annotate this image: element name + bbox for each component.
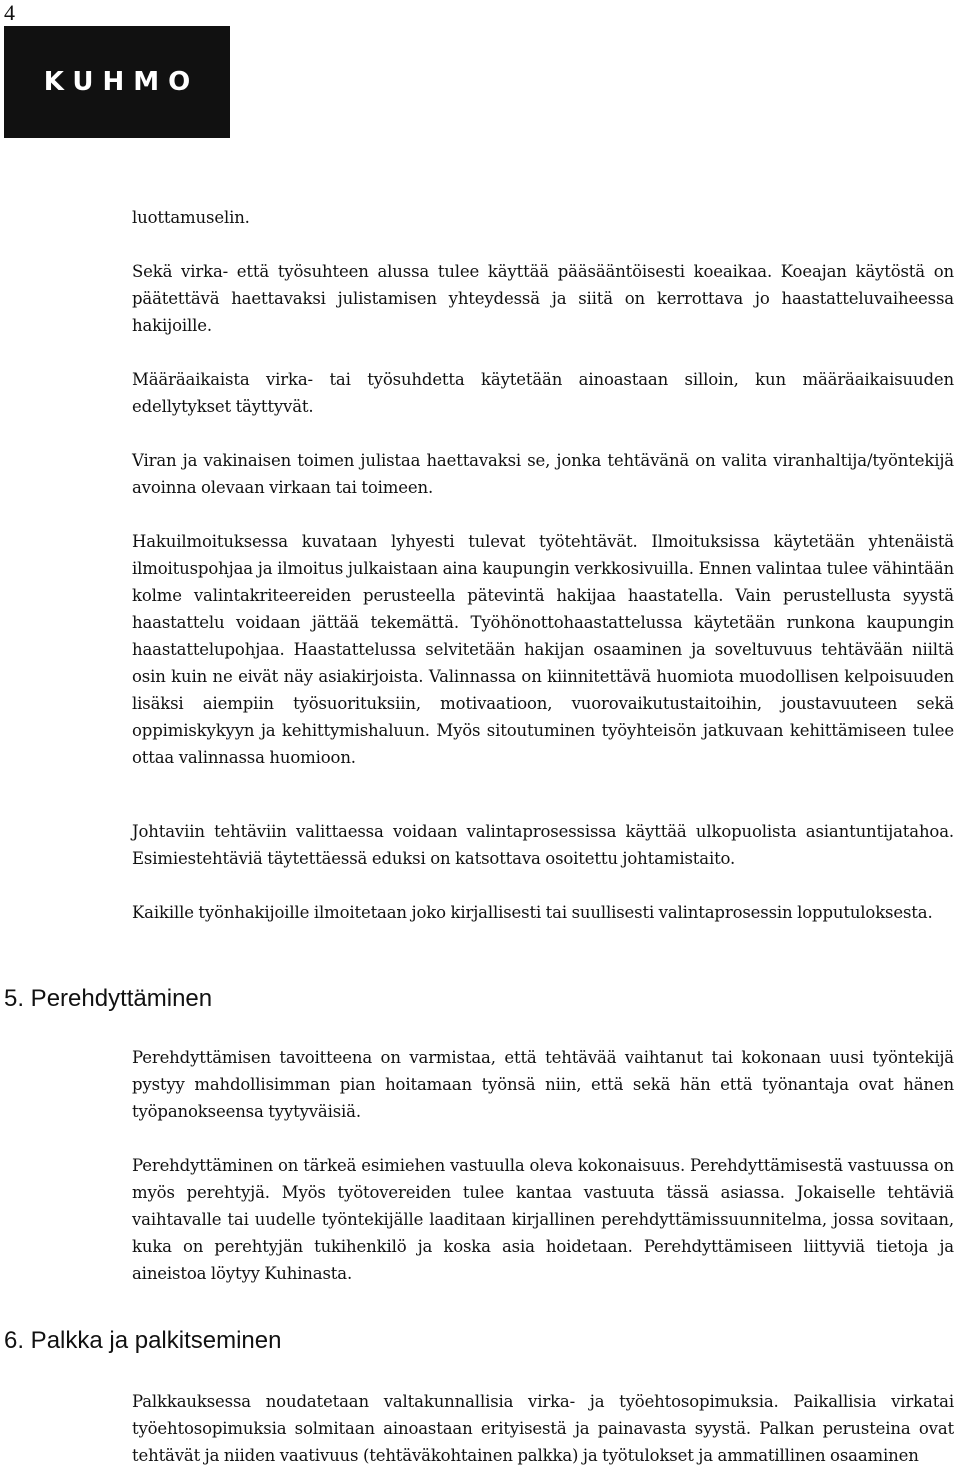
paragraph-orientation-responsibility: Perehdyttäminen on tärkeä esimiehen vastuulla oleva kokonaisuus. Perehdyttämisestä vastuussa on myös perehtyjä. Myös työtovereiden tulee kantaa vastuuta tässä asiassa. Jokaiselle tehtäviä vaihtavalle tai uudelle työntekijälle laaditaan kirjallinen perehdyttämissuunnitelma, jossa sovitaan, kuka on perehtyjän tukihenkilö ja koska asia hoidetaan. Perehdyttämiseen liittyviä tietoja ja aineistoa löytyy Kuhinasta. <box>132 1156 954 1283</box>
paragraph-leadership: Johtaviin tehtäviin valittaessa voidaan valintaprosessissa käyttää ulkopuolista asiantuntijatahoa. Esimiestehtäviä täytettäessä eduksi on katsottava osoitettu johtamistaito. <box>132 822 954 868</box>
paragraph-vacancy: Viran ja vakinaisen toimen julistaa haettavaksi se, jonka tehtävänä on valita viranhaltija/työntekijä avoinna olevaan virkaan tai toimeen. <box>132 451 954 497</box>
paragraph-fixed-term: Määräaikaista virka- tai työsuhdetta käytetään ainoastaan silloin, kun määräaikaisuuden edellytykset täyttyvät. <box>132 370 954 416</box>
page-number: 4 <box>4 0 15 25</box>
paragraph-job-posting: Hakuilmoituksessa kuvataan lyhyesti tulevat työtehtävät. Ilmoituksissa käytetään yhtenäistä ilmoituspohjaa ja ilmoitus julkaistaan aina kaupungin verkkosivuilla. Ennen valintaa tulee vähintään kolme valintakriteereiden perusteella pätevintä hakijaa haastatella. Vain perustellusta syystä haastattelu voidaan jättää tekemättä. Työhönottohaastattelussa käytetään runkona kaupungin haastattelupohjaa. Haastattelussa selvitetään hakijan osaaminen ja soveltuvuus tehtävään niiltä osin kuin ne eivät näy asiakirjoista. Valinnassa on kiinnitettävä huomiota muodollisen kelpoisuuden lisäksi aiempiin työsuorituksiin, motivaatioon, vuorovaikutustaitoihin, joustavuuteen sekä oppimiskykyyn ja kehittymishaluun. Myös sitoutuminen työyhteisön jatkuvaan kehittämiseen tulee ottaa valinnassa huomioon. <box>132 532 954 767</box>
section-heading-orientation: 5. Perehdyttäminen <box>4 985 213 1012</box>
paragraph-orientation-goal: Perehdyttämisen tavoitteena on varmistaa, että tehtävää vaihtanut tai kokonaan uusi työntekijä pystyy mahdollisimman pian hoitamaan työnsä niin, että sekä hän että työnantaja ovat hänen työpanokseensa tyytyväisiä. <box>132 1048 954 1121</box>
section-heading-salary: 6. Palkka ja palkitseminen <box>4 1327 282 1354</box>
kuhmo-logo <box>4 26 230 138</box>
paragraph-probation: Sekä virka- että työsuhteen alussa tulee käyttää pääsääntöisesti koeaikaa. Koeajan käytöstä on päätettävä haettavaksi julistamisen yhteydessä ja siitä on kerrottava jo haastatteluvaiheessa hakijoille. <box>132 262 954 335</box>
paragraph-trust-body: luottamuselin. <box>132 208 250 227</box>
logo-text: KUHMO <box>43 67 200 97</box>
paragraph-applicants: Kaikille työnhakijoille ilmoitetaan joko kirjallisesti tai suullisesti valintaprosessin lopputuloksesta. <box>132 903 933 922</box>
paragraph-salary: Palkkauksessa noudatetaan valtakunnallisia virka- ja työehtosopimuksia. Paikallisia virkatai työehtosopimuksia solmitaan ainoastaan erityisestä ja painavasta syystä. Palkan perusteina ovat tehtävät ja niiden vaativuus (tehtäväkohtainen palkka) ja työtulokset ja ammatillinen osaaminen <box>132 1392 954 1465</box>
